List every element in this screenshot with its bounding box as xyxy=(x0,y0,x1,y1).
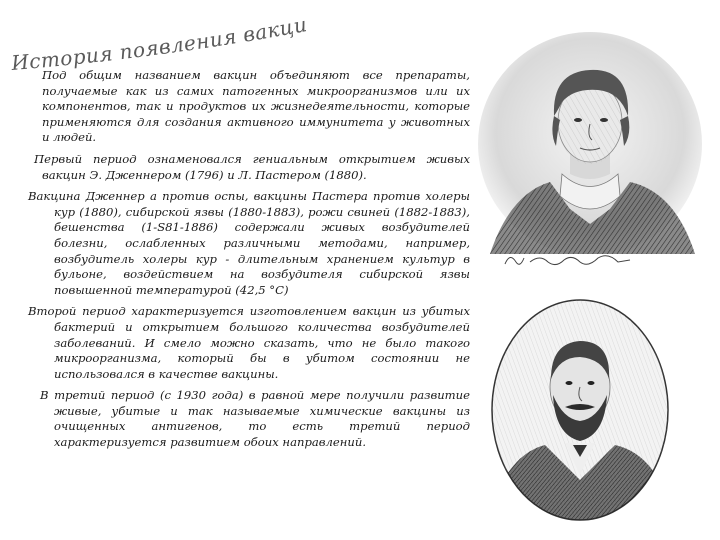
slide-title xyxy=(5,1,332,75)
paragraph-third-period: В третий период (с 1930 года) в равной мере получили развитие живые, убитые и так называемые химические вакцины из очищенных антигенов, то есть третий период характеризуется развитием обоих направлений. xyxy=(40,388,470,450)
pasteur-portrait xyxy=(485,295,675,525)
jenner-signature xyxy=(500,248,640,272)
jenner-portrait xyxy=(470,24,710,284)
paragraph-jenner-pasteur-vaccines: Вакцина Дженнер а против оспы, вакцины Пастера против холеры кур (1880), сибирской язвы (1880-1883), рожи свиней (1882-1883), бешенства (1-S81-1886) содержали живых возбудителей болезни, ослабленных различными методами, например, возбудитель холеры кур - длительным хранением культур в бульоне, воздействием на возбудителя сибирской язвы повышенной температурой (42,5 °С) xyxy=(28,189,470,297)
paragraph-first-period: Первый период ознаменовался гениальным открытием живых вакцин Э. Дженнером (1796) и Л. Пастером (1880). xyxy=(34,151,470,182)
body-text xyxy=(30,68,470,457)
slide-title-text: История появления вакцин xyxy=(5,1,310,75)
paragraph-definition: Под общим названием вакцин объединяют все препараты, получаемые как из самих патогенных микроорганизмов или их компонентов, так и продуктов их жизнедеятельности, которые применяются для создания активного иммунитета у животных и людей. xyxy=(42,68,470,145)
paragraph-second-period: Второй период характеризуется изготовлением вакцин из убитых бактерий и открытием большого количества возбудителей заболеваний. И смело можно сказать, что не было такого микроорганизма, который бы в убитом состоянии не использовался в качестве вакцины. xyxy=(28,304,470,381)
